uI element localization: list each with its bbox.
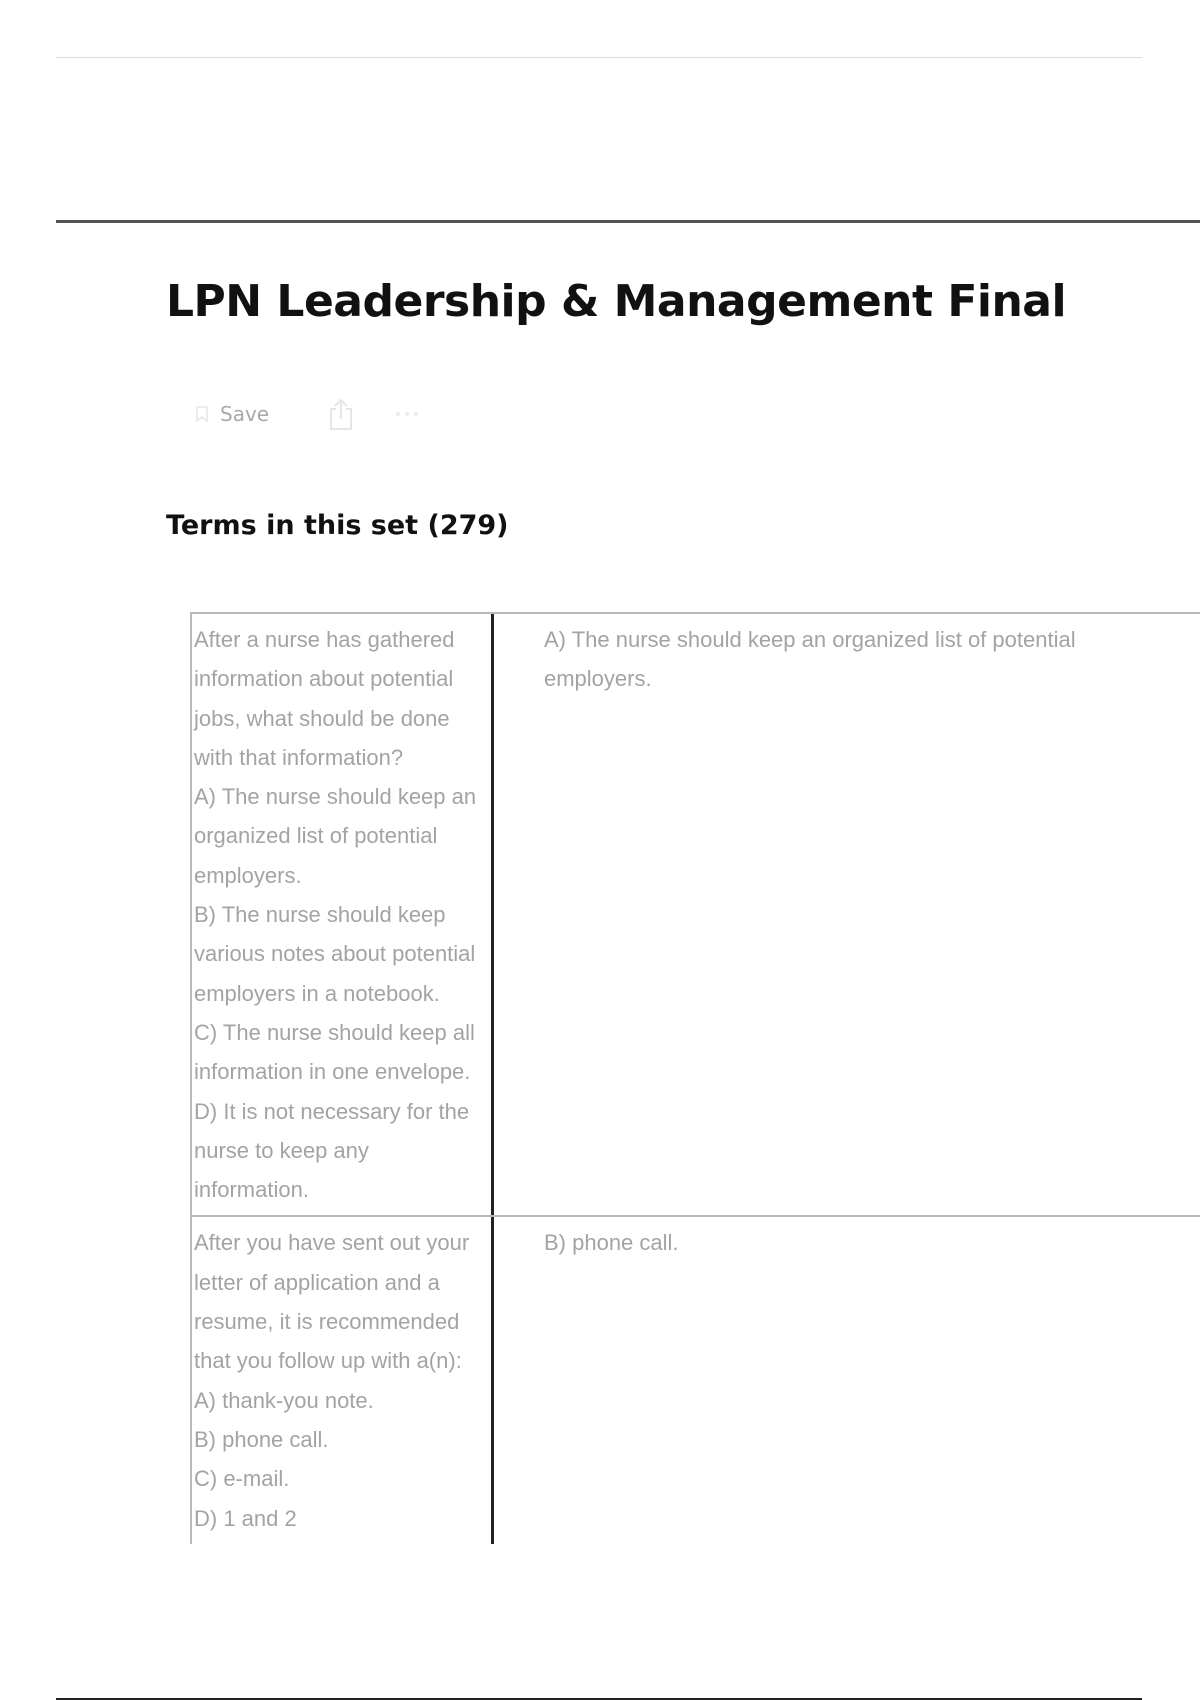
terms-table	[190, 612, 1200, 1544]
save-label: Save	[220, 402, 270, 426]
top-divider	[56, 57, 1142, 58]
save-button[interactable]	[196, 402, 269, 426]
term-row	[191, 1216, 1200, 1543]
more-icon[interactable]	[393, 404, 421, 424]
header-divider	[56, 220, 1200, 223]
term-text: After you have sent out your letter of application and a resume, it is recommended that you follow up with a(n): A) thank-you note. B) phone call. C) e-mail. D) 1 and 2	[192, 1217, 494, 1543]
term-text: After a nurse has gathered information about potential jobs, what should be done with that information? A) The nurse should keep an organized list of potential employers. B) The nurse should keep various notes about potential employers in a notebook. C) The nurse should keep all information in one envelope. D) It is not necessary for the nurse to keep any information.	[192, 614, 494, 1215]
share-icon[interactable]	[327, 397, 355, 431]
definition-text: A) The nurse should keep an organized list of potential employers.	[544, 627, 1076, 692]
terms-heading: Terms in this set (279)	[166, 510, 509, 541]
definition-text: B) phone call.	[544, 1230, 679, 1256]
term-cell	[191, 613, 494, 1216]
definition-cell	[494, 613, 1200, 1216]
bookmark-icon	[196, 406, 208, 422]
action-bar	[196, 396, 421, 432]
page-title: LPN Leadership & Management Final	[166, 276, 1067, 327]
definition-cell	[494, 1216, 1200, 1543]
term-cell	[191, 1216, 494, 1543]
term-row	[191, 613, 1200, 1216]
